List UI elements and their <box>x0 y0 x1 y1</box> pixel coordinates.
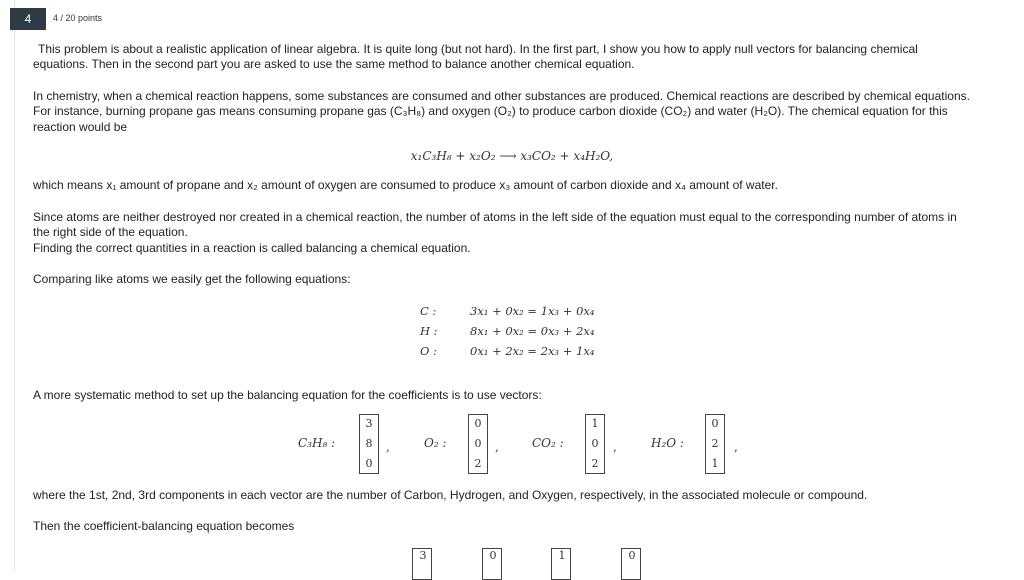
systematic-line: A more systematic method to set up the balancing equation for the coefficients is to use vectors: <box>33 388 542 402</box>
vector-cell: 3 <box>419 549 427 562</box>
right-bracket <box>630 548 641 580</box>
vector-cell: 2 <box>711 437 719 450</box>
vector-cell: 0 <box>591 437 599 450</box>
vector-cell: 0 <box>365 457 373 470</box>
right-bracket <box>421 548 432 580</box>
means-line: which means x₁ amount of propane and x₂ amount of oxygen are consumed to produce x₃ amount of carbon dioxide and x₄ amount of water. <box>33 178 778 192</box>
right-bracket <box>710 414 725 474</box>
right-bracket <box>491 548 502 580</box>
atom-label: O : <box>420 344 437 358</box>
equation-expr: 0x₁ + 2x₂ = 2x₃ + 1x₄ <box>470 344 595 358</box>
vector-label-oxygen: O₂ : <box>424 436 447 450</box>
vector-cell: 2 <box>591 457 599 470</box>
atom-label: C : <box>420 304 437 318</box>
chem-line-2: For instance, burning propane gas means consuming propane gas (C₃H₈) and oxygen (O₂) to produce carbon dioxide (CO₂) and water (H₂O). The chemical equation for this <box>33 104 948 118</box>
vector-cell: 0 <box>628 549 636 562</box>
intro-line-2: equations. Then in the second part you are asked to use the same method to balance another chemical equation. <box>33 57 635 71</box>
question-number-badge: 4 <box>10 8 46 30</box>
equation-expr: 8x₁ + 0x₂ = 0x₃ + 2x₄ <box>470 324 595 338</box>
comma: , <box>495 440 499 454</box>
vector-cell: 1 <box>558 549 566 562</box>
vector-label-water: H₂O : <box>651 436 684 450</box>
right-bracket <box>473 414 488 474</box>
comma: , <box>386 440 390 454</box>
vector-cell: 0 <box>711 417 719 430</box>
right-bracket <box>364 414 379 474</box>
vector-cell: 1 <box>711 457 719 470</box>
right-bracket <box>560 548 571 580</box>
intro-line-1: This problem is about a realistic application of linear algebra. It is quite long (but not hard). In the first part, I show you how to apply null vectors for balancing chemical <box>38 42 918 56</box>
atoms-line-1: Since atoms are neither destroyed nor created in a chemical reaction, the number of atoms in the left side of the equation must equal to the corresponding number of atoms in <box>33 210 957 224</box>
then-line: Then the coefficient-balancing equation becomes <box>33 519 295 533</box>
comparing-line: Comparing like atoms we easily get the following equations: <box>33 272 351 286</box>
atom-label: H : <box>420 324 438 338</box>
atoms-line-2: the right side of the equation. <box>33 225 188 239</box>
vector-cell: 0 <box>474 437 482 450</box>
balancing-line: Finding the correct quantities in a reaction is called balancing a chemical equation. <box>33 241 471 255</box>
where-line: where the 1st, 2nd, 3rd components in each vector are the number of Carbon, Hydrogen, and Oxygen, respectively, in the associated molecule or compound. <box>33 488 868 502</box>
reaction-equation: x₁C₃H₈ + x₂O₂ ⟶ x₃CO₂ + x₄H₂O, <box>410 149 614 163</box>
points-label: 4 / 20 points <box>53 13 103 23</box>
vector-cell: 8 <box>365 437 373 450</box>
right-bracket <box>590 414 605 474</box>
vector-cell: 2 <box>474 457 482 470</box>
comma: , <box>613 440 617 454</box>
vector-cell: 1 <box>591 417 599 430</box>
equation-expr: 3x₁ + 0x₂ = 1x₃ + 0x₄ <box>470 304 595 318</box>
vector-label-propane: C₃H₈ : <box>298 436 336 450</box>
vector-cell: 3 <box>365 417 373 430</box>
vector-cell: 0 <box>474 417 482 430</box>
chem-line-1: In chemistry, when a chemical reaction happens, some substances are consumed and other substances are produced. Chemical reactions are described by chemical equations. <box>33 89 970 103</box>
chem-line-3: reaction would be <box>33 120 128 134</box>
vector-label-carbon-dioxide: CO₂ : <box>532 436 564 450</box>
comma: , <box>734 440 738 454</box>
vector-cell: 0 <box>489 549 497 562</box>
